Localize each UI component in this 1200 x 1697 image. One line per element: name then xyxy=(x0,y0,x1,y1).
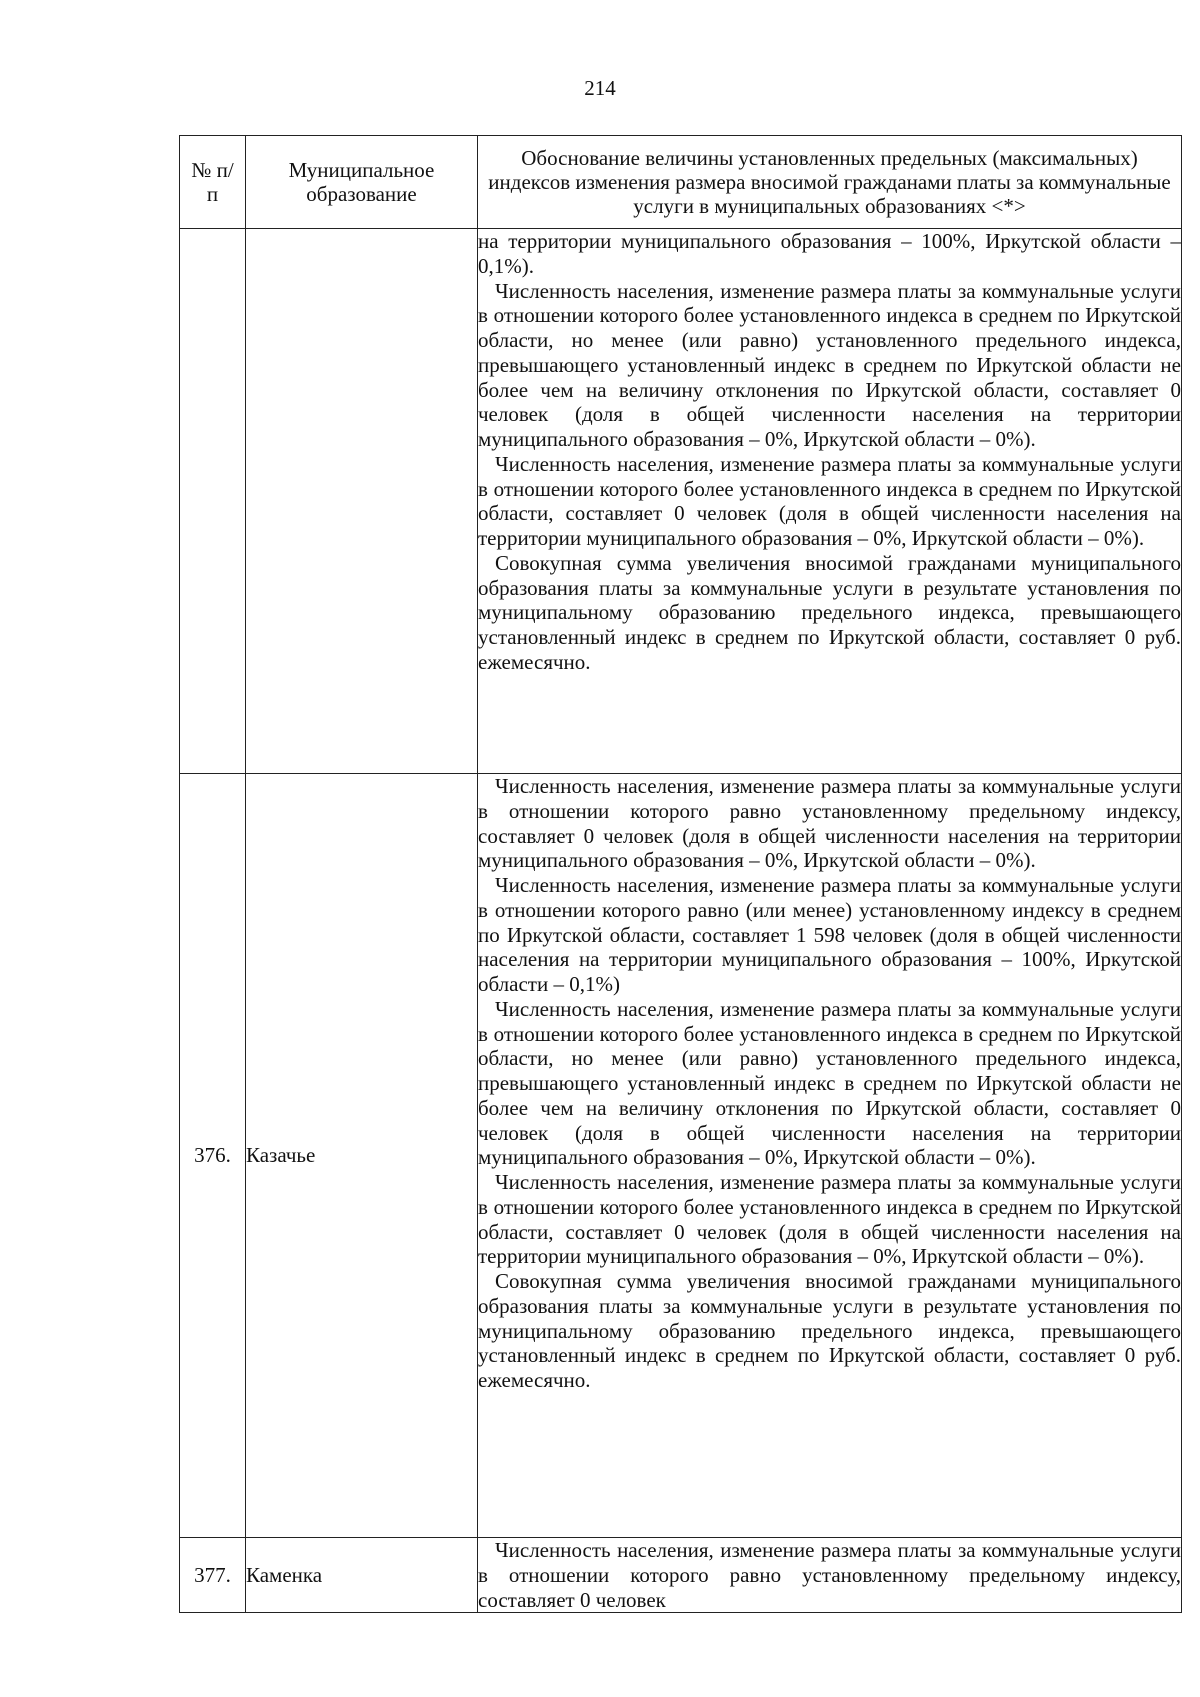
paragraph: Численность населения, изменение размера платы за коммунальные услуги в отношении которого равно (или менее) установленному индексу в среднем по Иркутской области, составляет 1 598 человек (доля в общей численности населения на территории муниципального образования – 100%, Иркутской области – 0,1%) xyxy=(478,873,1181,996)
row-number: 376. xyxy=(180,774,246,1538)
page-number: 214 xyxy=(584,76,616,100)
paragraph: Численность населения, изменение размера платы за коммунальные услуги в отношении которого более установленного индекса в среднем по Иркутской области, но менее (или равно) установленного предельного индекса, превышающего установленный индекс в среднем по Иркутской области не более чем на величину отклонения по Иркутской области, составляет 0 человек (доля в общей численности населения на территории муниципального образования – 0%, Иркутской области – 0%). xyxy=(478,278,1181,451)
row-number xyxy=(180,229,246,774)
row-municipality xyxy=(246,229,478,774)
header-justification: Обоснование величины установленных предельных (максимальных) индексов изменения размера вносимой гражданами платы за коммунальные услуги в муниципальных образованиях <*> xyxy=(478,136,1182,229)
header-number: № п/п xyxy=(180,136,246,229)
table-row xyxy=(180,1538,1182,1613)
paragraph: Численность населения, изменение размера платы за коммунальные услуги в отношении которого равно установленному предельному индексу, составляет 0 человек (доля в общей численности населения на территории муниципального образования – 0%, Иркутской области – 0%). xyxy=(478,774,1181,873)
row-justification xyxy=(478,774,1182,1538)
row-municipality: Казачье xyxy=(246,774,478,1538)
paragraph: Совокупная сумма увеличения вносимой гражданами муниципального образования платы за коммунальные услуги в результате установления по муниципальному образованию предельного индекса, превышающего установленный индекс в среднем по Иркутской области, составляет 0 руб. ежемесячно. xyxy=(478,550,1181,674)
header-municipality: Муниципальное образование xyxy=(246,136,478,229)
paragraph: на территории муниципального образования – 100%, Иркутской области – 0,1%). xyxy=(478,229,1181,278)
table-row xyxy=(180,229,1182,774)
justification-table xyxy=(179,135,1182,1613)
paragraph: Совокупная сумма увеличения вносимой гражданами муниципального образования платы за коммунальные услуги в результате установления по муниципальному образованию предельного индекса, превышающего установленный индекс в среднем по Иркутской области, составляет 0 руб. ежемесячно. xyxy=(478,1269,1181,1392)
row-justification xyxy=(478,1538,1182,1613)
paragraph: Численность населения, изменение размера платы за коммунальные услуги в отношении которого более установленного индекса в среднем по Иркутской области, составляет 0 человек (доля в общей численности населения на территории муниципального образования – 0%, Иркутской области – 0%). xyxy=(478,1170,1181,1269)
paragraph: Численность населения, изменение размера платы за коммунальные услуги в отношении которого равно установленному предельному индексу, составляет 0 человек xyxy=(478,1538,1181,1612)
table-row xyxy=(180,774,1182,1538)
table-header-row xyxy=(180,136,1182,229)
row-municipality: Каменка xyxy=(246,1538,478,1613)
row-justification xyxy=(478,229,1182,774)
row-number: 377. xyxy=(180,1538,246,1613)
paragraph: Численность населения, изменение размера платы за коммунальные услуги в отношении которого более установленного индекса в среднем по Иркутской области, но менее (или равно) установленного предельного индекса, превышающего установленный индекс в среднем по Иркутской области не более чем на величину отклонения по Иркутской области, составляет 0 человек (доля в общей численности населения на территории муниципального образования – 0%, Иркутской области – 0%). xyxy=(478,996,1181,1170)
paragraph: Численность населения, изменение размера платы за коммунальные услуги в отношении которого более установленного индекса в среднем по Иркутской области, составляет 0 человек (доля в общей численности населения на территории муниципального образования – 0%, Иркутской области – 0%). xyxy=(478,451,1181,550)
